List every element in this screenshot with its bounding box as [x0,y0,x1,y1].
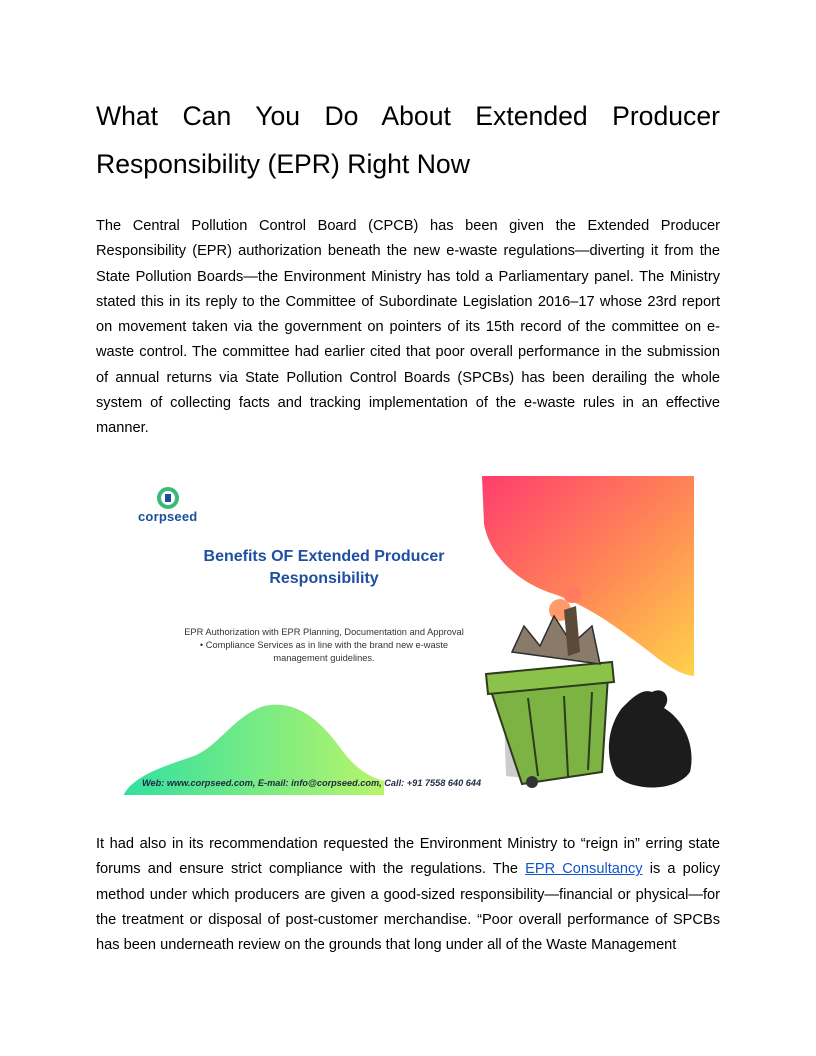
epr-consultancy-link[interactable]: EPR Consultancy [525,861,643,878]
page-title: What Can You Do About Extended Producer Responsibility (EPR) Right Now [96,101,720,179]
epr-banner-image [124,476,694,795]
banner-contact-line: Web: www.corpseed.com, E-mail: info@corpseed.com, Call: +91 7558 640 644 [142,778,482,788]
paragraph-2-text-start: It had also in its recommendation requested the Environment Ministry to “reign in” erring state forums and ensure strict compliance with the regulations. The [96,836,720,878]
banner-subtext: EPR Authorization with EPR Planning, Documentation and Approval • Compliance Services as in line with the brand new e-waste management guidelines. [184,627,464,663]
paragraph-1: The Central Pollution Control Board (CPCB) has been given the Extended Producer Responsibility (EPR) authorization beneath the new e-waste regulations—diverting it from the State Pollution Boards—the Environment Ministry has told a Parliamentary panel. The Ministry stated this in its reply to the Committee of Subordinate Legislation 2016–17 whose 23rd report on movement taken via the government on pointers of its 15th record of the committee on e-waste control. The committee had earlier cited that poor overall performance in the submission of annual returns via State Pollution Control Boards (SPCBs) has been derailing the whole system of collecting facts and tracking implementation of the e-waste rules in an effective manner. [96,218,720,437]
banner-heading: Benefits OF Extended Producer Responsibility [203,548,445,587]
garbage-bag-icon [609,690,692,787]
garbage-bin-icon [486,606,614,788]
corpseed-logo-icon [159,489,177,507]
paragraph-2-text-end: is a policy method under which producers are given a good-sized responsibility—financial or physical—for the treatment or disposal of post-customer merchandise. “Poor overall performance of SPCBs has been underneath review on the grounds that long under all of the Waste Management [96,861,720,954]
corpseed-logo-text: corpseed [138,509,198,524]
orange-dot-1 [563,585,581,603]
paragraph-2 [96,832,720,958]
